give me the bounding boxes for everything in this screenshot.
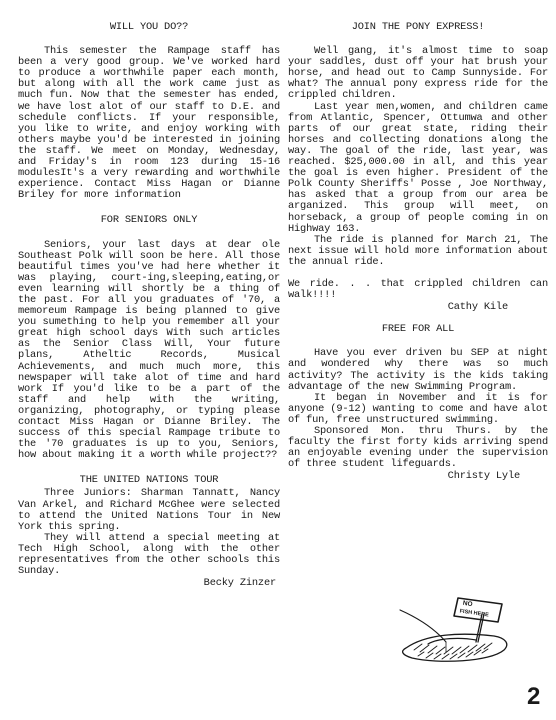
signature-christy-lyle: Christy Lyle <box>447 470 520 483</box>
article-title-pony-express: JOIN THE PONY EXPRESS! <box>351 21 485 33</box>
article-title-un-tour: THE UNITED NATIONS TOUR <box>79 474 219 487</box>
article-body-for-seniors: Seniors, your last days at dear ole Southeast Polk will soon be here. All those beautiful times you've had here whether it was playing, court-ing,sleeping,eating,or even learning will shortly be a thing of the past. For all you graduates of '70, a memoreum Rampage is being planned to give you sumething to help you remember all your great high school days With such articles as the Senior Class Will, Your future plans, Atheltic Records, Musical Achievements, and much much more, this newspaper will take alot of time and hard work If you'd like to be a part of the staff and help with the writing, organizing, photography, or typing please contact Miss Hagan or Dianne Briley. The success of this special Rampage tribute to the '70 graduates is up to you, Seniors, how about making it a worth while project?? <box>18 238 280 462</box>
signature-cathy-kile: Cathy Kile <box>447 301 508 314</box>
right-column <box>288 22 548 482</box>
free-for-all-paragraph: It began in November and it is for anyone (9-12) wanting to come and have alot of fun, free unstructured swimming. <box>288 391 548 426</box>
article-title-will-you-do: WILL YOU DO?? <box>109 21 189 33</box>
free-for-all-paragraph: Have you ever driven bu SEP at night and wondered why there was so much activity? The activity is the kids taking advantage of the new Swimming Program. <box>288 347 548 393</box>
no-fish-sign-drawing-icon <box>398 592 514 668</box>
pony-express-closing: We ride. . . that crippled children can walk!!!! <box>288 277 548 302</box>
un-tour-paragraph: Three Juniors: Sharman Tannatt, Nancy Van Arkel, and Richard McGhee were selected to attend the United Nations Tour in New York this spring. <box>18 487 280 533</box>
pony-express-paragraph: The ride is planned for March 21, The next issue will hold more information about the annual ride. <box>288 233 548 268</box>
signature-becky-zinzer: Becky Zinzer <box>203 577 276 590</box>
un-tour-paragraph: They will attend a special meeting at Tech High School, along with the other representatives from the other schools this Sunday. <box>18 531 280 578</box>
page-number: 2 <box>527 683 541 710</box>
pony-express-paragraph: Well gang, it's almost time to soap your saddles, dust off your hat brush your horse, and head out to Camp Sunnyside. For what? The annual pony express ride for the crippled children. <box>288 45 548 102</box>
article-body-will-you-do: This semester the Rampage staff has been a very good group. We've worked hard to produce a worthwhile paper each month, but along with all the work came just as much fun. Now that the semester has ended, we have lost alot of our staff to D.E. and schedule conflicts. If your responsible, you like to write, and enjoy working with others maybe you'd be interested in joining the staff. We meet on Monday, Wednesday, and Friday's in room 123 during 15-16 modulesIt's a very rewarding and worthwhile experience. Contact Miss Hagan or Dianne Briley for more information <box>18 45 280 202</box>
left-column <box>18 22 280 589</box>
article-title-free-for-all: FREE FOR ALL <box>381 323 455 336</box>
svg-text:FISH HERE: FISH HERE <box>459 608 490 619</box>
svg-text:NO: NO <box>462 599 473 609</box>
article-title-for-seniors: FOR SENIORS ONLY <box>100 214 198 227</box>
pony-express-paragraph: Last year men,women, and children came from Atlantic, Spencer, Ottumwa and other parts of our great state, riding their horses and collecting donations along the way. The goal of the ride, last year, was reached. $25,000.00 in all, and this year the goal is even higher. President of the Polk County Sheriffs' Posse , Joe Northway, has asked that a group from our area be arganized. This group will meet, on horseback, a group of people coming in on Highway 163. <box>288 100 548 235</box>
free-for-all-paragraph: Sponsored Mon. thru Thurs. by the faculty the first forty kids arriving spend an enjoyable evening under the supervision of three student lifeguards. <box>288 425 548 471</box>
